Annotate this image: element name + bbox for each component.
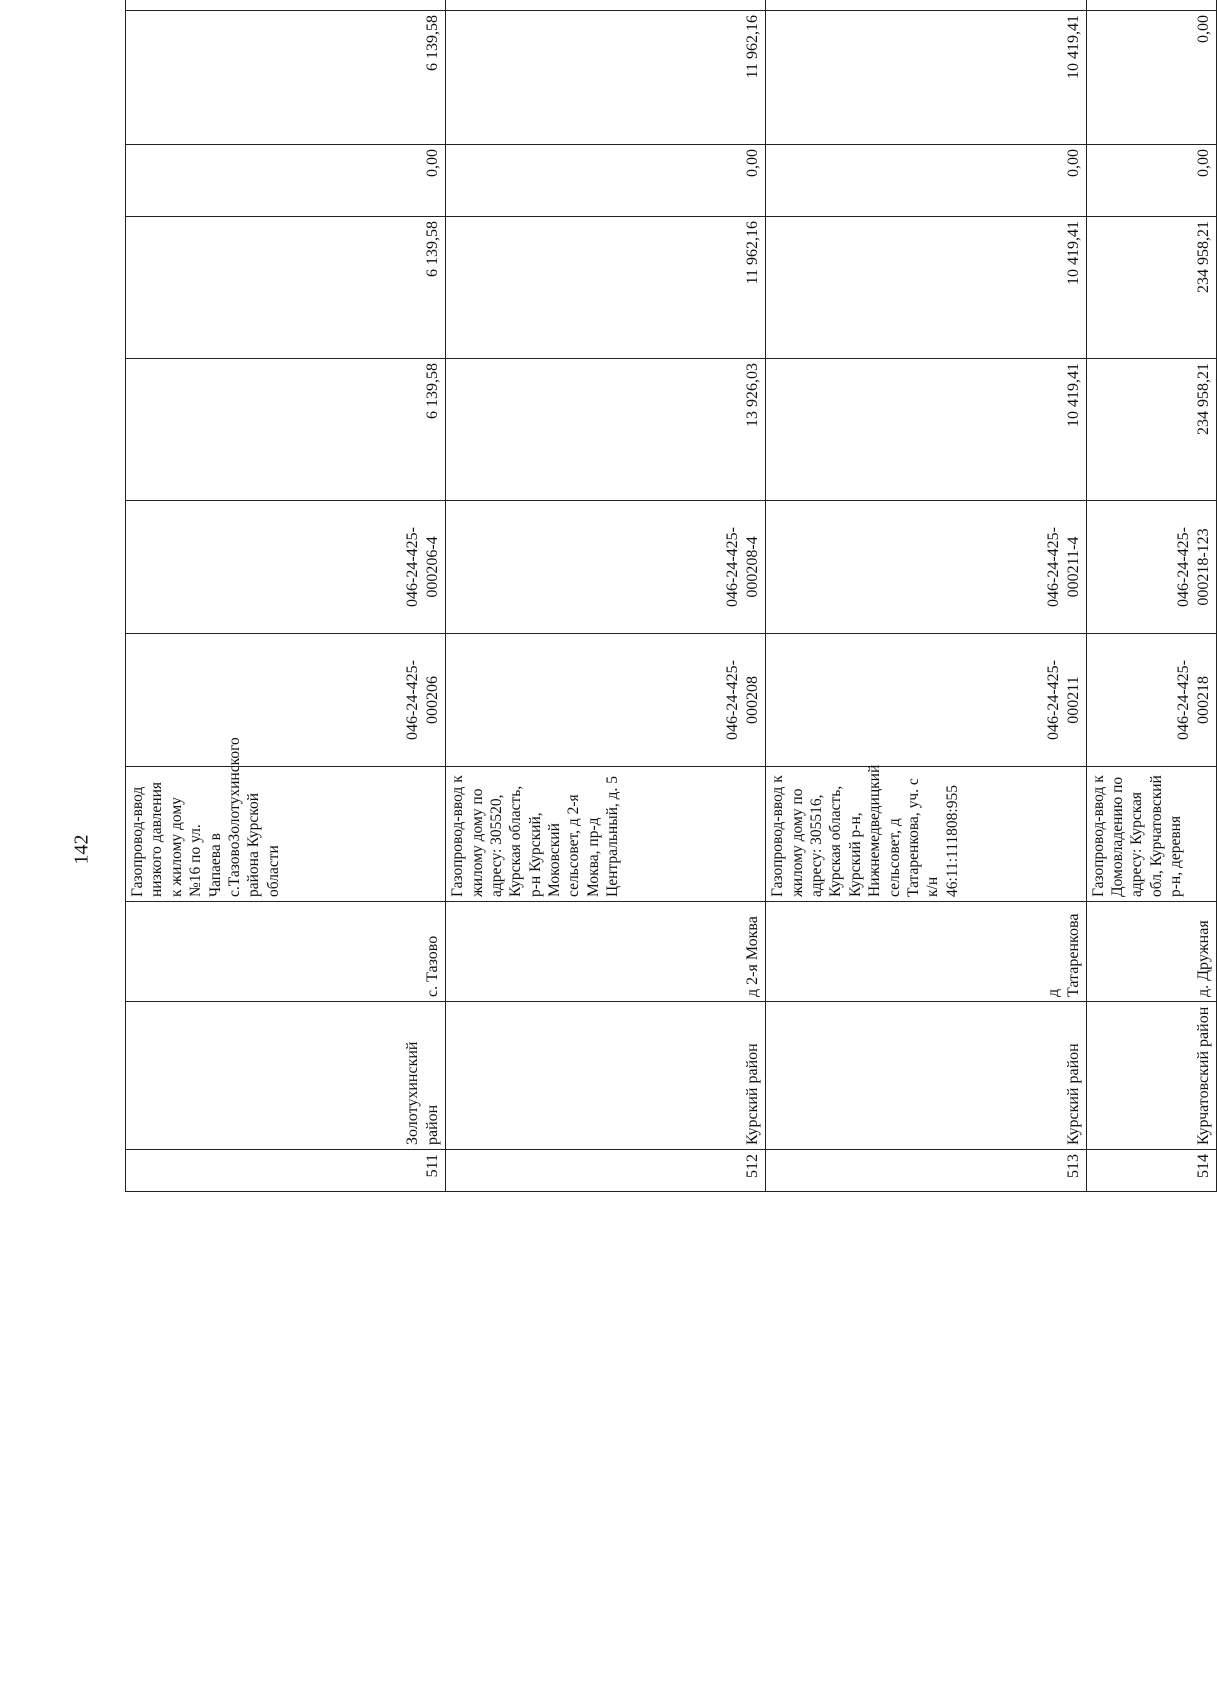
- value-4-cell: 11 962,16: [446, 11, 766, 145]
- page-number: 142: [70, 834, 93, 865]
- object-code-cell: 046-24-425-000208: [446, 634, 766, 767]
- value-4-cell: 0,00: [1086, 11, 1216, 145]
- value-1-cell: 13 926,03: [446, 359, 766, 501]
- objects-table: [125, 0, 1217, 1192]
- district-cell: Курский район: [446, 1002, 766, 1150]
- district-cell: Курчатовский район: [1086, 1002, 1216, 1150]
- value-3-cell: 0,00: [1086, 145, 1216, 217]
- object-code-full-cell: 046-24-425-000206-4: [126, 501, 446, 634]
- locality-cell: д. Дружная: [1086, 902, 1216, 1002]
- row-number: 513: [766, 1150, 1086, 1192]
- value-5-cell: [126, 0, 446, 11]
- locality-cell: с. Тазово: [126, 902, 446, 1002]
- value-5-cell: [1086, 0, 1216, 11]
- value-1-cell: 6 139,58: [126, 359, 446, 501]
- object-description-cell: Газопровод-ввод к жилому дому по адресу: 305520, Курская область, р-н Курский, Моковский сельсовет, д 2-я Моква, пр-д Центральный, д. 5: [446, 767, 766, 902]
- value-1-cell: 10 419,41: [766, 359, 1086, 501]
- locality-cell: д 2-я Моква: [446, 902, 766, 1002]
- object-code-full-cell: 046-24-425-000208-4: [446, 501, 766, 634]
- object-code-cell: 046-24-425-000206: [126, 634, 446, 767]
- table-row: [446, 0, 766, 1192]
- value-2-cell: 6 139,58: [126, 217, 446, 359]
- table-row: [1086, 0, 1216, 1192]
- object-code-full-cell: 046-24-425-000211-4: [766, 501, 1086, 634]
- value-3-cell: 0,00: [766, 145, 1086, 217]
- value-4-cell: 10 419,41: [766, 11, 1086, 145]
- object-code-cell: 046-24-425-000218: [1086, 634, 1216, 767]
- value-5-cell: [766, 0, 1086, 11]
- object-description-cell: Газопровод-ввод к Домовладению по адресу: Курская обл, Курчатовский р-н, деревня: [1086, 767, 1216, 902]
- district-cell: Курский район: [766, 1002, 1086, 1150]
- object-description-cell: Газопровод-ввод к жилому дому по адресу: 305516, Курская область, Курский р-н, Нижнемедведицкий сельсовет, д Татаренкова, уч. с к/н 46:11:111808:955: [766, 767, 1086, 902]
- locality-cell: д Татаренкова: [766, 902, 1086, 1002]
- value-2-cell: 10 419,41: [766, 217, 1086, 359]
- value-3-cell: 0,00: [446, 145, 766, 217]
- row-number: 514: [1086, 1150, 1216, 1192]
- rotated-table-wrapper: [125, 15, 1217, 1192]
- row-number: 511: [126, 1150, 446, 1192]
- value-3-cell: 0,00: [126, 145, 446, 217]
- value-5-cell: [446, 0, 766, 11]
- district-cell: Золотухинский район: [126, 1002, 446, 1150]
- value-1-cell: 234 958,21: [1086, 359, 1216, 501]
- object-code-full-cell: 046-24-425-000218-123: [1086, 501, 1216, 634]
- table-row: [126, 0, 446, 1192]
- row-number: 512: [446, 1150, 766, 1192]
- value-2-cell: 234 958,21: [1086, 217, 1216, 359]
- value-4-cell: 6 139,58: [126, 11, 446, 145]
- object-code-cell: 046-24-425-000211: [766, 634, 1086, 767]
- value-2-cell: 11 962,16: [446, 217, 766, 359]
- table-row: [766, 0, 1086, 1192]
- object-description-cell: Газопровод-ввод низкого давления к жилому дому №16 по ул. Чапаева в с.ТазовоЗолотухинского района Курской области: [126, 767, 446, 902]
